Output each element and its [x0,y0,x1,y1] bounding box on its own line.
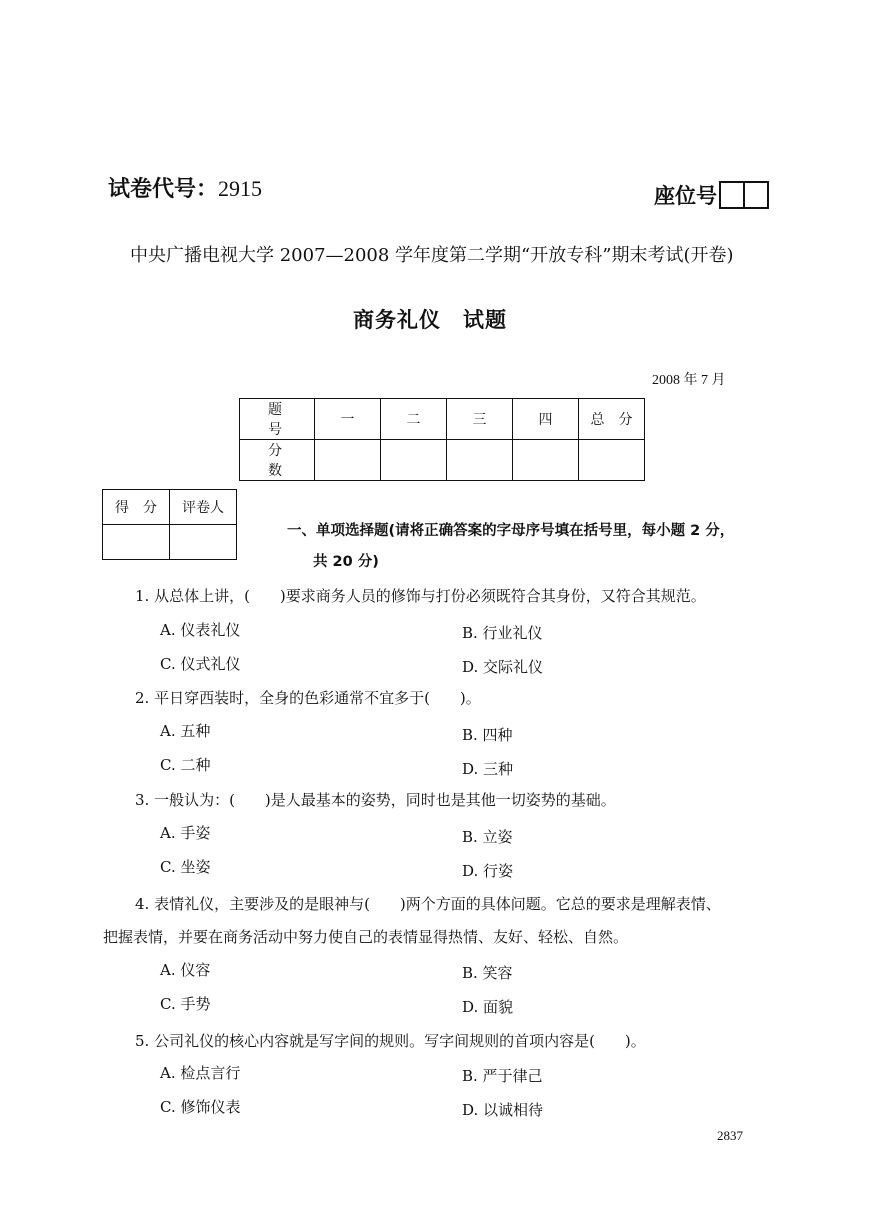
option: B. 行业礼仪 [462,624,543,642]
seat-box [745,181,769,209]
score-table-cell: 题 号 [240,399,315,440]
grader-score-cell [103,525,170,560]
score-table-cell: 分 数 [240,440,315,481]
exam-date: 2008 年 7 月 [652,373,726,388]
seat-boxes [719,181,769,209]
paper-code [108,172,262,203]
option: C. 修饰仪表 [160,1098,241,1116]
option: B. 严于律己 [462,1067,543,1085]
question-5: 5. 公司礼仪的核心内容就是写字间的规则。写字间规则的首项内容是( )。 [135,1032,646,1050]
option: C. 坐姿 [160,858,211,876]
option: D. 交际礼仪 [462,658,544,676]
score-entry-cell [513,440,579,481]
option: C. 仪式礼仪 [160,655,241,673]
option: A. 检点言行 [160,1064,241,1082]
option: B. 立姿 [462,828,513,846]
section-heading: 一、单项选择题(请将正确答案的字母序号填在括号里，每小题 2 分， [287,523,735,539]
exam-title: 商务礼仪 试题 [353,308,507,332]
question-2: 2. 平日穿西装时，全身的色彩通常不宜多于( )。 [135,689,481,707]
grader-score-label: 得 分 [103,490,170,525]
score-table-cell: 一 [315,399,381,440]
grader-name-cell [170,525,237,560]
option: B. 四种 [462,726,513,744]
score-entry-cell [315,440,381,481]
question-1: 1. 从总体上讲，( )要求商务人员的修饰与打份必须既符合其身份，又符合其规范。 [135,587,706,605]
question-4: 4. 表情礼仪，主要涉及的是眼神与( )两个方面的具体问题。它总的要求是理解表情、 [135,895,721,913]
option: C. 二种 [160,756,211,774]
score-entry-cell [381,440,447,481]
grader-name-label: 评卷人 [170,490,237,525]
score-table-cell: 二 [381,399,447,440]
seat-box [719,181,745,209]
option: D. 以诚相待 [462,1101,544,1119]
option: A. 五种 [160,722,211,740]
option: B. 笑容 [462,964,513,982]
score-table-header-row [240,399,645,440]
paper-code-label: 试卷代号： [108,177,219,202]
grader-table [102,489,237,560]
question-3: 3. 一般认为：( )是人最基本的姿势，同时也是其他一切姿势的基础。 [135,791,616,809]
score-entry-cell [579,440,645,481]
score-table-cell: 四 [513,399,579,440]
page-number: 2837 [717,1128,743,1143]
score-table-cell: 三 [447,399,513,440]
option: A. 仪容 [160,961,211,979]
question-4-cont: 把握表情，并要在商务活动中努力使自己的表情显得热情、友好、轻松、自然。 [103,928,629,946]
score-table [239,398,645,481]
score-table-cell: 总 分 [579,399,645,440]
option: A. 仪表礼仪 [160,621,241,639]
option: D. 面貌 [462,998,514,1016]
seat-number [654,180,769,210]
seat-label: 座位号 [654,184,717,208]
option: A. 手姿 [160,824,211,842]
score-table-score-row [240,440,645,481]
score-entry-cell [447,440,513,481]
option: C. 手势 [160,995,211,1013]
option: D. 三种 [462,760,514,778]
exam-header: 中央广播电视大学 2007—2008 学年度第二学期“开放专科”期末考试(开卷) [130,245,734,266]
option: D. 行姿 [462,862,514,880]
paper-code-value: 2915 [218,176,263,201]
section-heading-cont: 共 20 分) [313,554,379,570]
